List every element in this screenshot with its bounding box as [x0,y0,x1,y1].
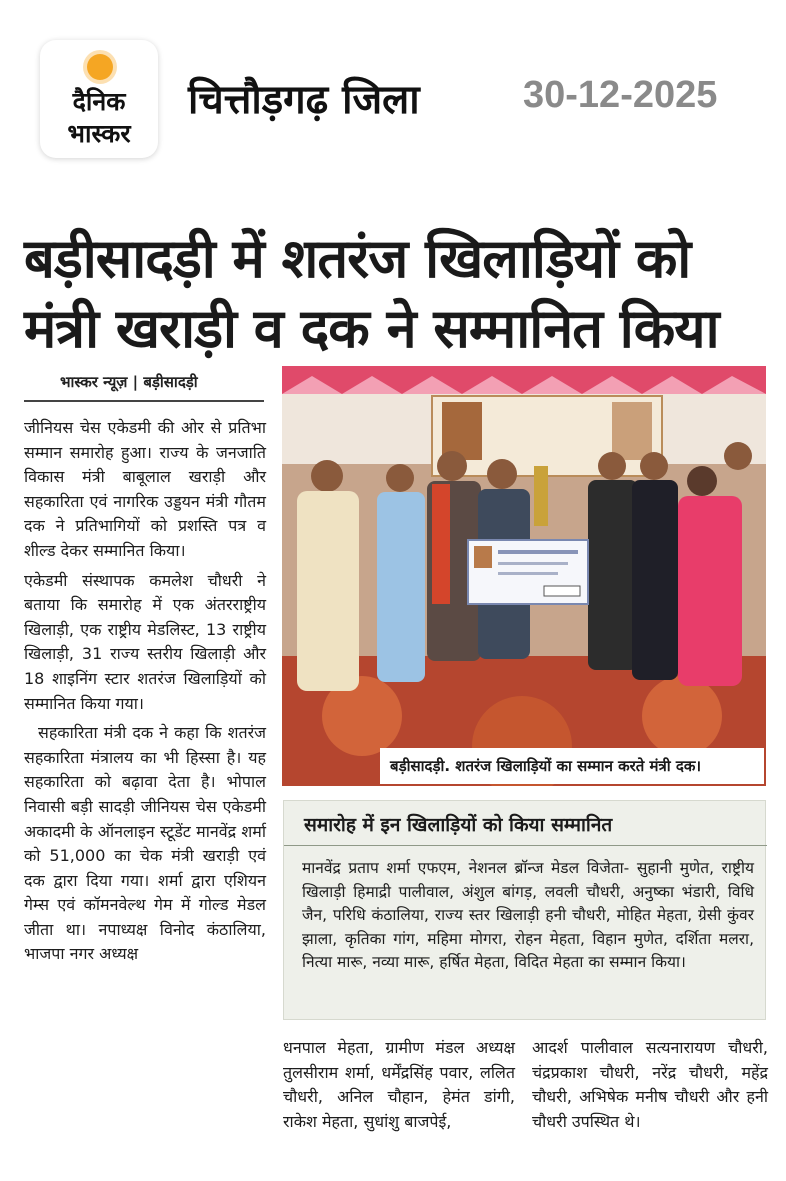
byline-divider [24,400,264,402]
district-title: चित्तौड़गढ़ जिला [188,77,420,123]
honored-box-body: मानवेंद्र प्रताप शर्मा एफएम, नेशनल ब्रॉन्ज मेडल विजेता- सुहानी मुणेत, राष्ट्रीय खिलाड़ी हिमाद्री पालीवाल, अंशुल बांगड़, लवली चौधरी, अनुष्का भंडारी, विधि जैन, परिधि कंठालिया, राज्य स्तर खिलाड़ी हनी चौधरी, मोहित मेहता, ग्रेसी कुंवर झाला, कृतिका गांग, महिमा मोगरा, रोहन मेहता, विहान मुणेत, दर्शिता मलरा, नित्या मारू, नव्या मारू, हर्षित मेहता, विदित मेहता का सम्मान किया। [302,859,754,971]
paragraph-3: सहकारिता मंत्री दक ने कहा कि शतरंज सहकारिता मंत्रालय का भी हिस्सा है। यह सहकारिता को बढ़ावा देता है। भोपाल निवासी बड़ी सादड़ी जीनियस चेस एकेडमी अकादमी के ऑनलाइन स्टूडेंट मानवेंद्र शर्मा को 51,000 का चेक मंत्री खराड़ी एवं दक द्वारा दिया गया। शर्मा द्वारा एशियन गेम्स एवं कॉमनवेल्थ गेम में गोल्ड मेडल जीता था। नपाध्यक्ष विनोद कंठालिया, भाजपा नगर अध्यक्ष [24,723,266,964]
headline-line1: बड़ीसादड़ी में शतरंज खिलाड़ियों को [24,227,691,290]
honored-box-divider [284,845,767,846]
edition-date: 30-12-2025 [523,74,718,116]
honored-players-box [283,800,766,1020]
article-right-column: आदर्श पालीवाल सत्यनारायण चौधरी, चंद्रप्रकाश चौधरी, नरेंद्र चौधरी, महेंद्र चौधरी, अभिषेक मनीष चौधरी और हनी चौधरी उपस्थित थे। [532,1038,768,1131]
logo-text-line2: भास्कर [67,119,131,148]
article-mid-column: धनपाल मेहता, ग्रामीण मंडल अध्यक्ष तुलसीराम शर्मा, धर्मेंद्रसिंह पवार, ललित चौधरी, अनिल चौहान, हेमंत डांगी, राकेश मेहता, सुधांशु बाजपेई, [283,1038,515,1131]
sun-icon [87,54,113,80]
honored-box-title: समारोह में इन खिलाड़ियों को किया सम्मानित [304,814,613,836]
headline-line2: मंत्री खराड़ी व दक ने सम्मानित किया [24,297,719,360]
article-left-column [24,416,266,972]
photo-caption: बड़ीसादड़ी. शतरंज खिलाड़ियों का सम्मान करते मंत्री दक। [380,748,764,784]
event-photo [282,366,766,786]
logo-text-line1: दैनिक [72,87,126,116]
photo-illustration [282,366,766,786]
byline: भास्कर न्यूज़ | बड़ीसादड़ी [60,373,198,391]
paragraph-1: जीनियस चेस एकेडमी की ओर से प्रतिभा सम्मान समारोह हुआ। राज्य के जनजाति विकास मंत्री बाबूलाल खराड़ी और सहकारिता एवं नागरिक उड्डयन मंत्री गौतम दक ने प्रतिभागियों को प्रशस्ति पत्र व शील्ड देकर सम्मानित किया। [24,418,266,560]
paragraph-2: एकेडमी संस्थापक कमलेश चौधरी ने बताया कि समारोह में एक अंतरराष्ट्रीय खिलाड़ी, एक राष्ट्रीय मेडलिस्ट, 13 राष्ट्रीय खिलाड़ी, 31 राज्य स्तरीय खिलाड़ी और 18 शाइनिंग स्टार शतरंज खिलाड़ियों को सम्मानित किया गया। [24,570,266,713]
newspaper-logo [40,40,158,158]
